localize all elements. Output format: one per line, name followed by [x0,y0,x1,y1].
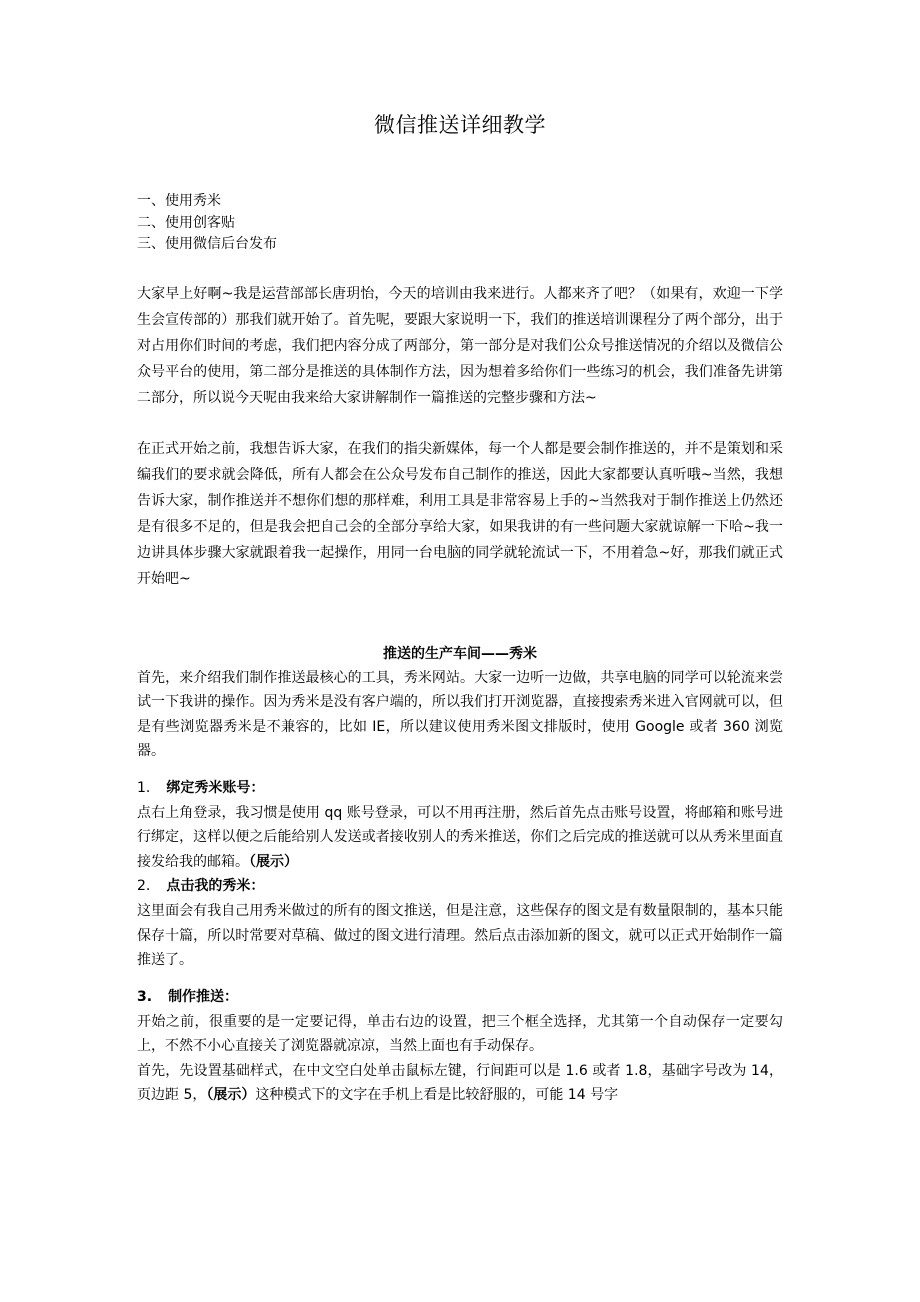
toc-item-3: 三、使用微信后台发布 [137,236,277,252]
paragraph-step3-body-b [137,1059,783,1108]
paragraph-step2-body: 这里面会有我自己用秀米做过的所有的图文推送，但是注意，这些保存的图文是有数量限制的，基本只能保存十篇，所以时常要对草稿、做过的图文进行清理。然后点击添加新的图文，就可以正式开始制作一篇推送了。 [137,903,783,968]
step-heading-1 [137,776,783,801]
paragraph-xiumi-intro: 首先，来介绍我们制作推送最核心的工具，秀米网站。大家一边听一边做，共享电脑的同学可以轮流来尝试一下我讲的操作。因为秀米是没有客户端的，所以我们打开浏览器，直接搜索秀米进入官网就可以，但是有些浏览器秀米是不兼容的，比如 IE，所以建议使用秀米图文排版时，使用 Google 或者 360 浏览器。 [137,669,783,759]
step-heading-2 [137,874,783,899]
step3-body-post-text: 这种模式下的文字在手机上看是比较舒服的，可能 14 号字 [255,1087,619,1103]
step1-body-text: 点右上角登录，我习惯是使用 qq 账号登录，可以不用再注册，然后首先点击账号设置，将邮箱和账号进行绑定，这样以便之后能给别人发送或者接收别人的秀米推送，你们之后完成的推送就可以从秀米里面直接发给我的邮箱。 [137,804,783,870]
step-number-2: 2. [137,878,151,894]
step1-body-demo-marker: （展示） [249,853,298,870]
step-title-2: 点击我的秀米： [166,878,265,894]
title-spacer [137,139,783,191]
step3-body-pre-text: 首先，先设置基础样式，在中文空白处单击鼠标左键，行间距可以是 1.6 或者 1.8，基础字号改为 14，页边距 5， [137,1062,783,1103]
paragraph-before-start: 在正式开始之前，我想告诉大家，在我们的指尖新媒体，每一个人都是要会制作推送的，并不是策划和采编我们的要求就会降低，所有人都会在公众号发布自己制作的推送，因此大家都要认真听哦~当然，我想告诉大家，制作推送并不想你们想的那样难，利用工具是非常容易上手的~当然我对于制作推送上仍然还是有很多不足的，但是我会把自己会的全部分享给大家，如果我讲的有一些问题大家就谅解一下哈~我一边讲具体步骤大家就跟着我一起操作，用同一台电脑的同学就轮流试一下，不用着急~好，那我们就正式开始吧~ [137,440,783,587]
toc-item-1: 一、使用秀米 [137,193,221,209]
step-number-1: 1. [137,779,151,796]
page-title: 微信推送详细教学 [374,113,546,137]
step3-body-demo-marker: （展示） [206,1087,256,1103]
paragraph-spacer-6 [137,973,783,985]
toc-item-2: 二、使用创客贴 [137,214,235,231]
step-heading-3 [137,985,783,1010]
document-content [137,0,783,1108]
table-of-contents [137,191,783,256]
paragraph-spacer-1 [137,256,783,281]
paragraph-spacer-2 [137,411,783,436]
step-number-3: 3. [137,988,153,1005]
paragraph-spacer-4 [137,617,783,642]
step-title-3: 制作推送： [168,988,239,1005]
paragraph-step1-body [137,801,783,875]
paragraph-spacer-3 [137,592,783,617]
paragraph-intro: 大家早上好啊~我是运营部部长唐玥怡，今天的培训由我来进行。人都来齐了吧？（如果有，欢迎一下学生会宣传部的）那我们就开始了。首先呢，要跟大家说明一下，我们的推送培训课程分了两个部分，出于对占用你们时间的考虑，我们把内容分成了两部分，第一部分是对我们公众号推送情况的介绍以及微信公众号平台的使用，第二部分是推送的具体制作方法，因为想着多给你们一些练习的机会，我们准备先讲第二部分，所以说今天呢由我来给大家讲解制作一篇推送的完整步骤和方法~ [137,285,783,406]
paragraph-spacer-5 [137,764,783,776]
section-heading-xiumi: 推送的生产车间——秀米 [383,645,537,662]
step-title-1: 绑定秀米账号： [166,779,265,796]
paragraph-step3-body-a: 开始之前，很重要的是一定要记得，单击右边的设置，把三个框全选择，尤其第一个自动保存一定要勾上，不然不小心直接关了浏览器就凉凉，当然上面也有手动保存。 [137,1013,783,1054]
